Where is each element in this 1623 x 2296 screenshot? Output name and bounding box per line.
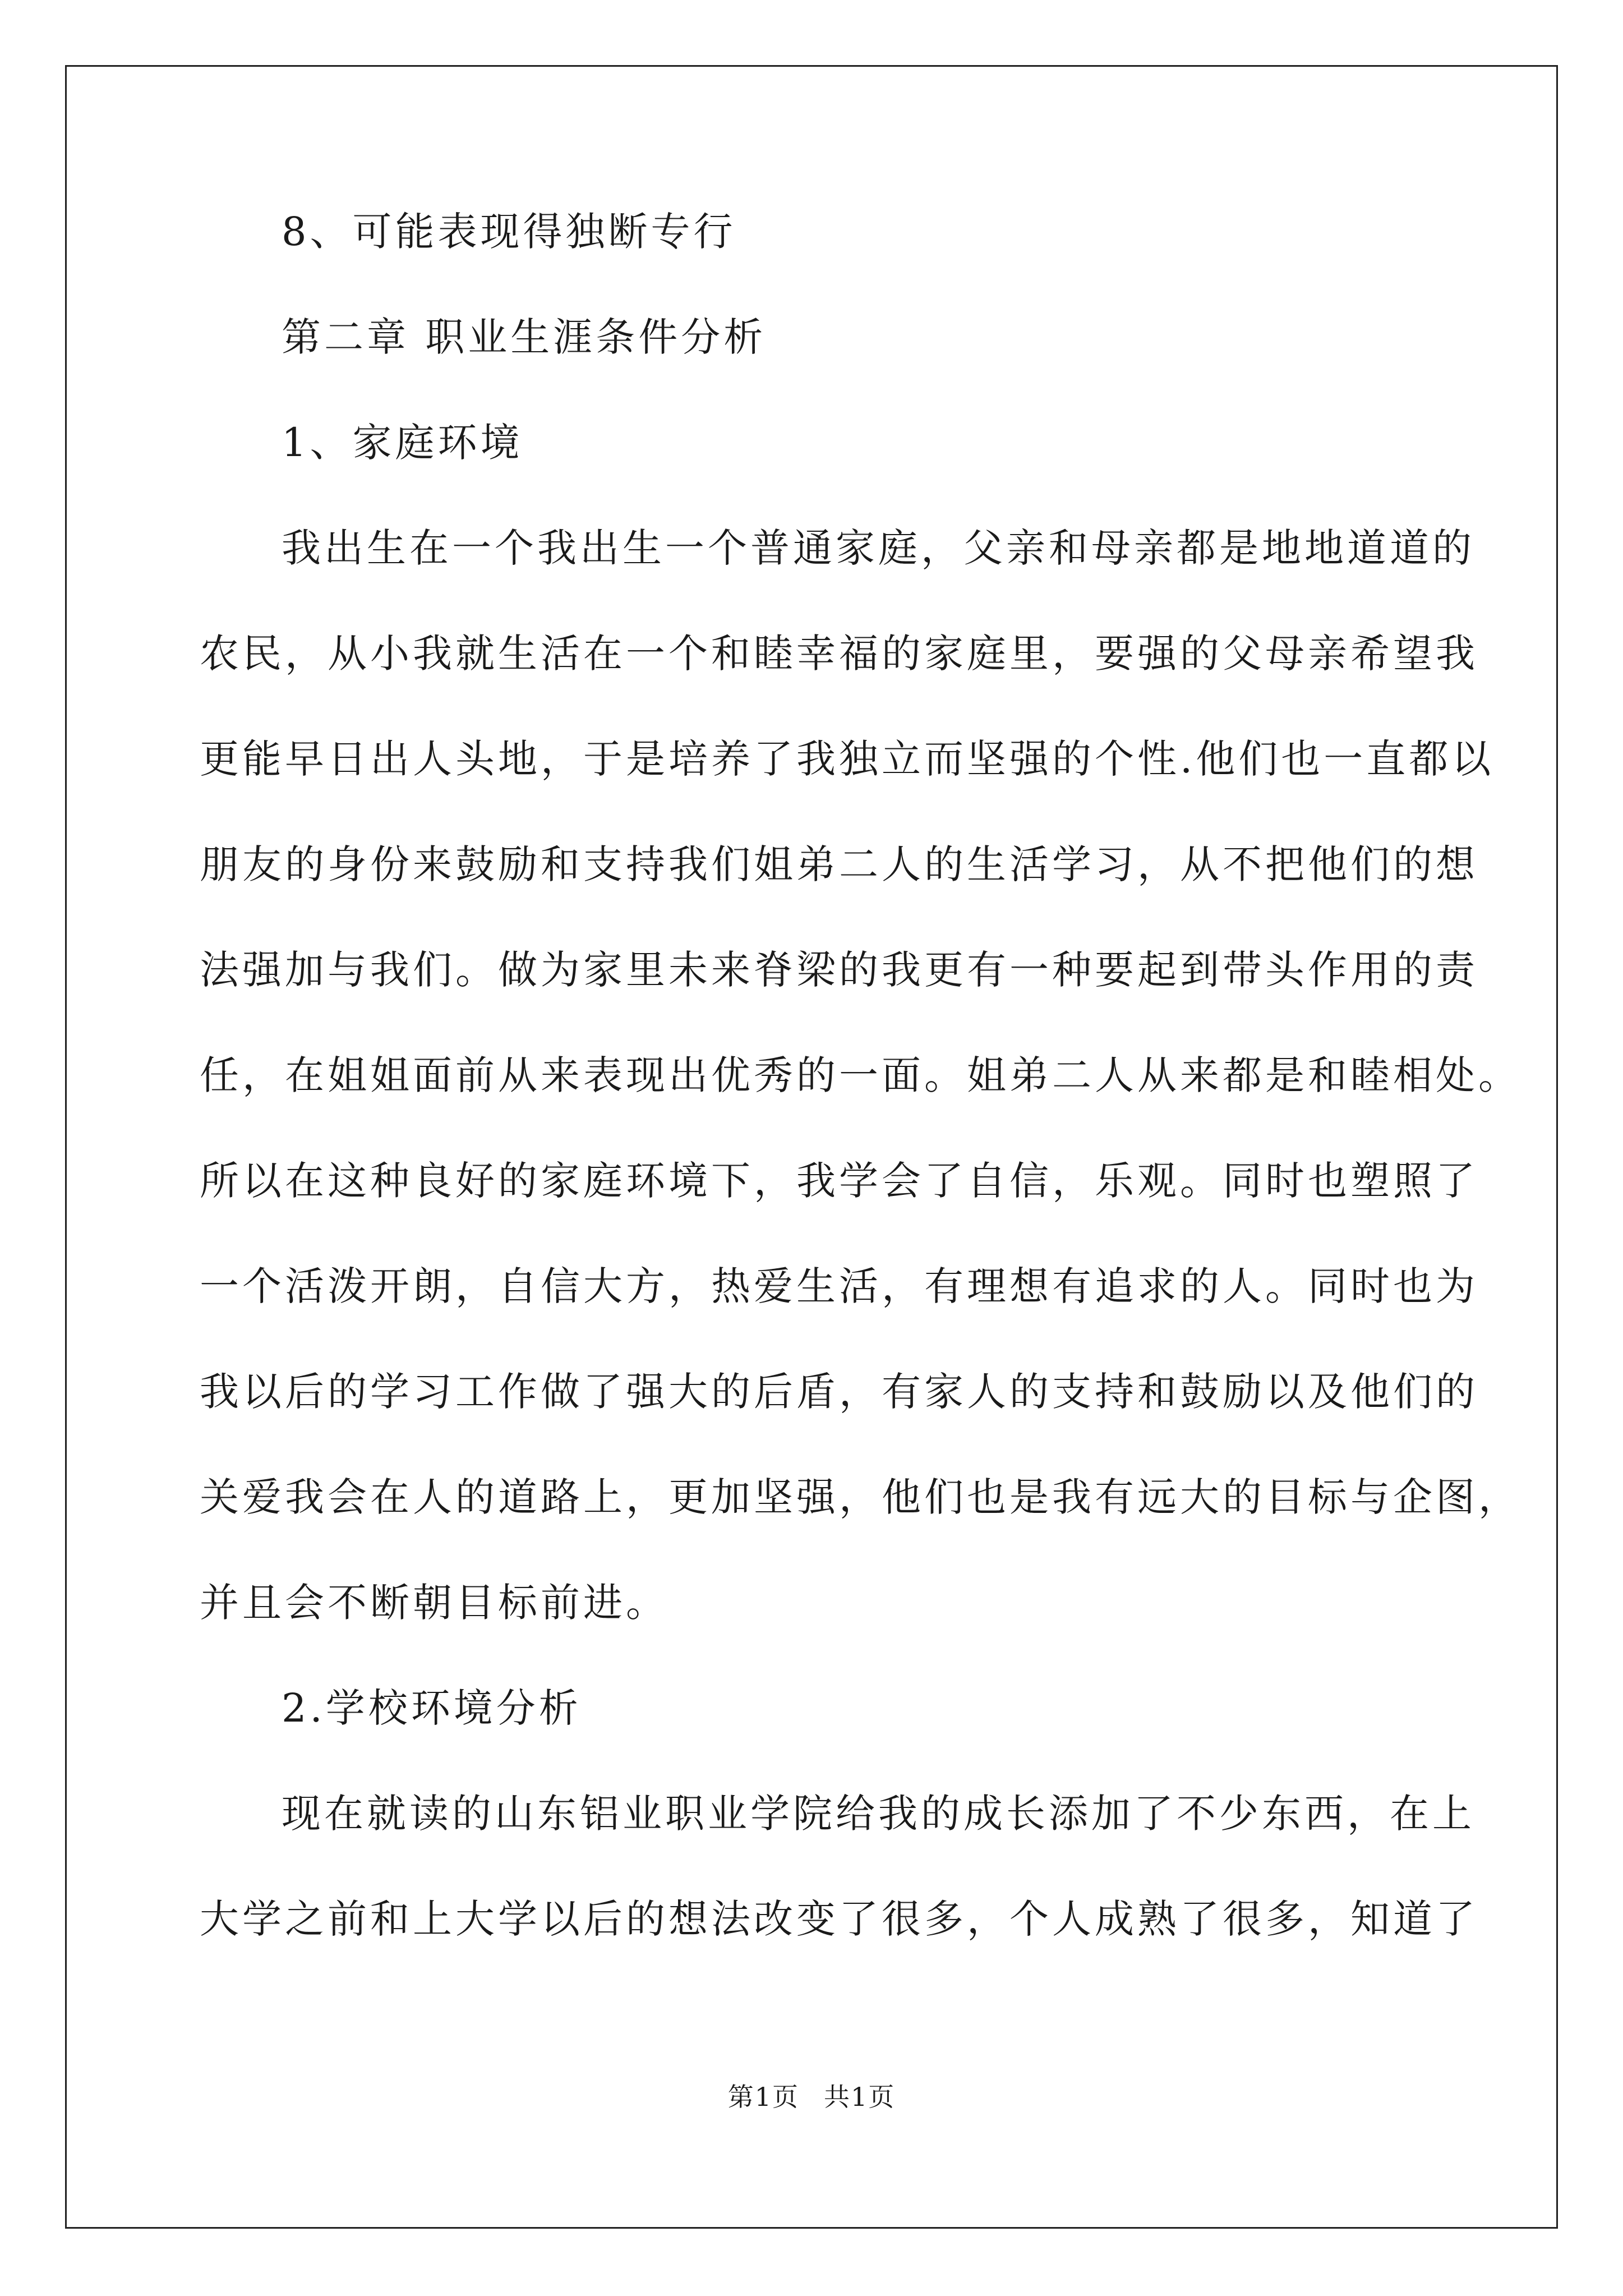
paragraph-line: 关爱我会在人的道路上，更加坚强，他们也是我有远大的目标与企图，	[200, 1474, 1521, 1520]
paragraph-line: 农民，从小我就生活在一个和睦幸福的家庭里，要强的父母亲希望我	[200, 631, 1478, 677]
paragraph-line: 所以在这种良好的家庭环境下，我学会了自信，乐观。同时也塑照了	[200, 1158, 1478, 1204]
paragraph-line: 朋友的身份来鼓励和支持我们姐弟二人的生活学习，从不把他们的想	[200, 841, 1478, 887]
chapter-heading: 第二章 职业生涯条件分析	[282, 314, 767, 360]
list-item-8: 8、可能表现得独断专行	[282, 209, 736, 255]
paragraph-line: 法强加与我们。做为家里未来脊梁的我更有一种要起到带头作用的责	[200, 947, 1478, 993]
page-total: 共1页	[824, 2082, 896, 2112]
paragraph-line: 更能早日出人头地，于是培养了我独立而坚强的个性.他们也一直都以	[200, 736, 1495, 782]
paragraph-line: 一个活泼开朗，自信大方，热爱生活，有理想有追求的人。同时也为	[200, 1263, 1478, 1309]
section-heading-school: 2.学校环境分析	[282, 1685, 582, 1731]
page-footer	[0, 2077, 1623, 2114]
document-body	[200, 209, 1521, 2005]
page-number: 第1页	[727, 2082, 799, 2112]
paragraph-line: 并且会不断朝目标前进。	[200, 1580, 668, 1626]
paragraph-line: 任，在姐姐面前从来表现出优秀的一面。姐弟二人从来都是和睦相处。	[200, 1052, 1521, 1098]
paragraph-line: 我以后的学习工作做了强大的后盾，有家人的支持和鼓励以及他们的	[200, 1369, 1478, 1415]
paragraph-line: 大学之前和上大学以后的想法改变了很多，个人成熟了很多，知道了	[200, 1896, 1478, 1942]
section-heading-family: 1、家庭环境	[282, 420, 523, 466]
paragraph-line: 现在就读的山东铝业职业学院给我的成长添加了不少东西，在上	[282, 1791, 1475, 1837]
paragraph-line: 我出生在一个我出生一个普通家庭，父亲和母亲都是地地道道的	[282, 525, 1475, 571]
